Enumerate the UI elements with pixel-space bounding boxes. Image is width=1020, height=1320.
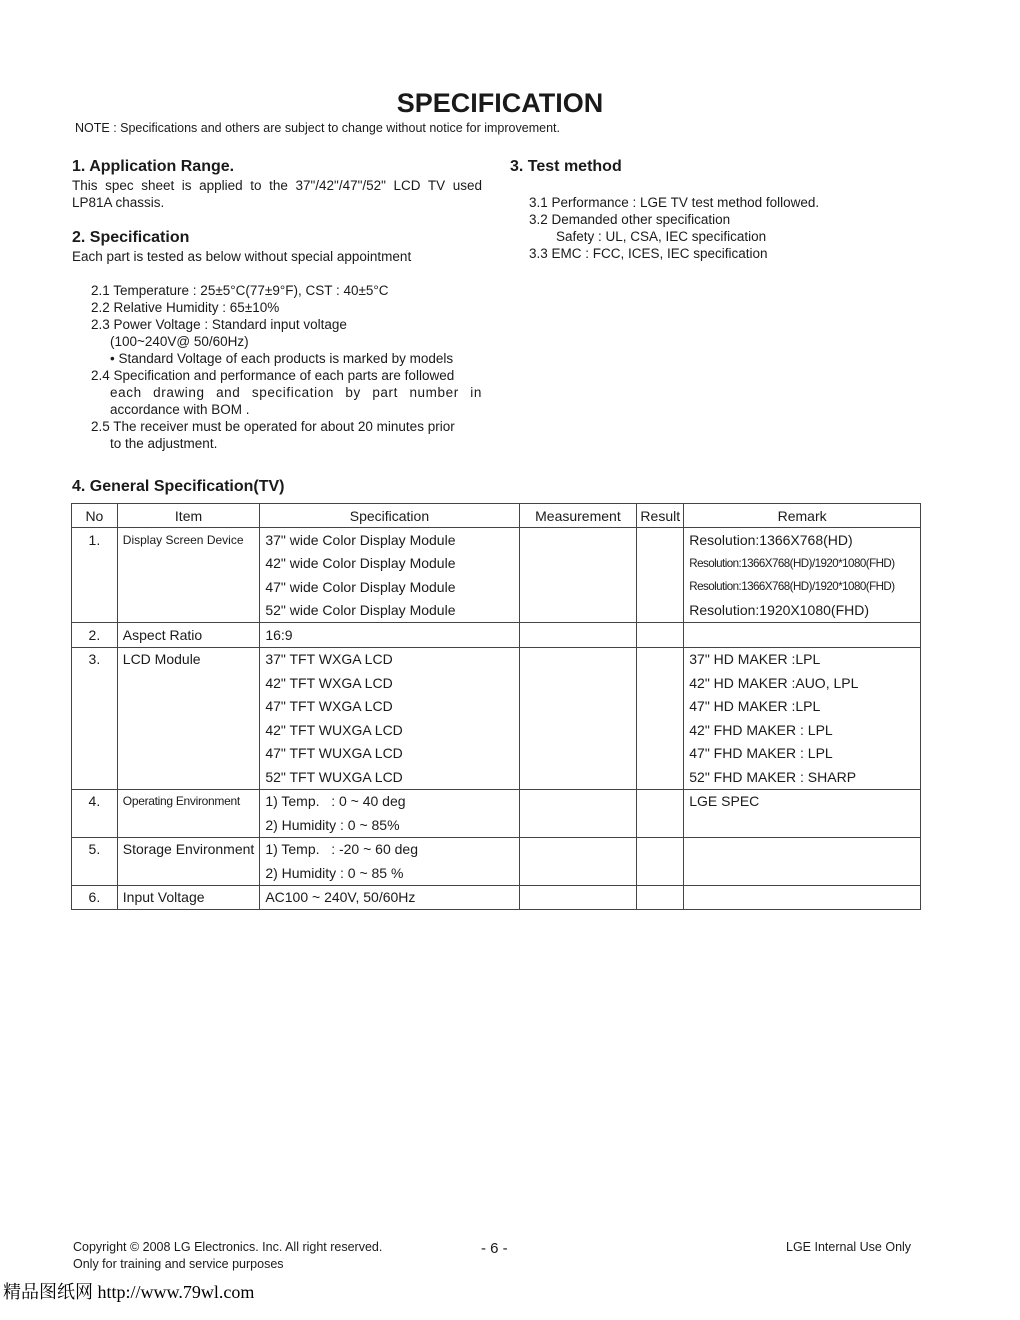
row-result (637, 789, 684, 813)
footer-copyright: Copyright © 2008 LG Electronics. Inc. All right reserved. (73, 1240, 383, 1254)
row-no: 5. (72, 837, 118, 861)
row-item (117, 575, 260, 599)
row-no: 4. (72, 789, 118, 813)
table-row (72, 528, 921, 552)
row-no (72, 695, 118, 719)
table-row (72, 813, 921, 837)
row-measurement (519, 671, 637, 695)
spec-humidity: 2.2 Relative Humidity : 65±10% (91, 300, 280, 315)
spec-temperature: 2.1 Temperature : 25±5°C(77±9°F), CST : 40±5°C (91, 283, 389, 298)
row-remark (684, 623, 921, 648)
row-item (117, 695, 260, 719)
row-spec: 37" wide Color Display Module (260, 528, 519, 552)
specification-intro: Each part is tested as below without special appointment (72, 249, 412, 264)
row-spec: 37" TFT WXGA LCD (260, 647, 519, 671)
row-remark: 37" HD MAKER :LPL (684, 647, 921, 671)
row-remark: Resolution:1920X1080(FHD) (684, 599, 921, 623)
application-range-text-2: LP81A chassis. (72, 195, 165, 210)
row-measurement (519, 623, 637, 648)
row-spec: 2) Humidity : 0 ~ 85% (260, 813, 519, 837)
row-spec: 42" wide Color Display Module (260, 552, 519, 576)
page-title: SPECIFICATION (396, 88, 604, 118)
row-no (72, 718, 118, 742)
row-no (72, 765, 118, 789)
row-measurement (519, 528, 637, 552)
row-measurement (519, 813, 637, 837)
row-item: Aspect Ratio (117, 623, 260, 648)
spec-warmup-1: 2.5 The receiver must be operated for about 20 minutes prior (91, 419, 455, 434)
row-remark: 52" FHD MAKER : SHARP (684, 765, 921, 789)
table-row (72, 671, 921, 695)
row-no (72, 861, 118, 885)
header-result: Result (637, 504, 684, 528)
row-remark: 47" FHD MAKER : LPL (684, 742, 921, 766)
row-no (72, 671, 118, 695)
row-no (72, 552, 118, 576)
row-spec: 47" wide Color Display Module (260, 575, 519, 599)
row-item (117, 599, 260, 623)
row-spec: 52" wide Color Display Module (260, 599, 519, 623)
row-measurement (519, 742, 637, 766)
general-spec-heading: 4. General Specification(TV) (72, 478, 285, 495)
row-remark: 47" HD MAKER :LPL (684, 695, 921, 719)
row-item (117, 552, 260, 576)
spec-performance-2: each drawing and specification by part number in (110, 385, 482, 400)
row-remark: Resolution:1366X768(HD) (684, 528, 921, 552)
application-range-heading: 1. Application Range. (72, 158, 235, 175)
row-remark: LGE SPEC (684, 789, 921, 813)
table-row (72, 837, 921, 861)
table-row (72, 599, 921, 623)
row-item (117, 671, 260, 695)
header-specification: Specification (260, 504, 519, 528)
row-item: LCD Module (117, 647, 260, 671)
row-remark: Resolution:1366X768(HD)/1920*1080(FHD) (684, 552, 921, 576)
table-row (72, 623, 921, 648)
row-result (637, 695, 684, 719)
row-result (637, 623, 684, 648)
row-measurement (519, 599, 637, 623)
row-spec: 1) Temp. : -20 ~ 60 deg (260, 837, 519, 861)
header-measurement: Measurement (519, 504, 637, 528)
row-result (637, 742, 684, 766)
row-item (117, 765, 260, 789)
row-remark (684, 813, 921, 837)
row-remark (684, 861, 921, 885)
row-result (637, 552, 684, 576)
spec-performance-1: 2.4 Specification and performance of each parts are followed (91, 368, 455, 383)
table-row (72, 861, 921, 885)
row-measurement (519, 861, 637, 885)
test-method-demanded: 3.2 Demanded other specification (529, 212, 731, 227)
test-method-performance: 3.1 Performance : LGE TV test method followed. (529, 195, 820, 210)
row-spec: 47" TFT WXGA LCD (260, 695, 519, 719)
row-measurement (519, 789, 637, 813)
test-method-heading: 3. Test method (510, 158, 622, 175)
row-remark: 42" FHD MAKER : LPL (684, 718, 921, 742)
test-method-safety: Safety : UL, CSA, IEC specification (556, 229, 767, 244)
row-result (637, 885, 684, 910)
spec-performance-3: accordance with BOM . (110, 402, 250, 417)
table-row (72, 647, 921, 671)
row-no: 3. (72, 647, 118, 671)
row-result (637, 718, 684, 742)
row-remark (684, 837, 921, 861)
row-measurement (519, 837, 637, 861)
row-result (637, 813, 684, 837)
row-no: 6. (72, 885, 118, 910)
row-item (117, 742, 260, 766)
row-no (72, 813, 118, 837)
row-item (117, 813, 260, 837)
row-measurement (519, 718, 637, 742)
row-result (637, 599, 684, 623)
spec-power-voltage-note: • Standard Voltage of each products is marked by models (110, 351, 454, 366)
row-no (72, 599, 118, 623)
test-method-emc: 3.3 EMC : FCC, ICES, IEC specification (529, 246, 768, 261)
row-result (637, 671, 684, 695)
row-item: Input Voltage (117, 885, 260, 910)
watermark-text: 精品图纸网 http://www.79wl.com (3, 1282, 255, 1302)
row-spec: AC100 ~ 240V, 50/60Hz (260, 885, 519, 910)
row-spec: 16:9 (260, 623, 519, 648)
row-measurement (519, 885, 637, 910)
header-remark: Remark (684, 504, 921, 528)
row-item (117, 718, 260, 742)
row-measurement (519, 765, 637, 789)
spec-power-voltage: 2.3 Power Voltage : Standard input voltage (91, 317, 347, 332)
row-item: Operating Environment (117, 789, 260, 813)
table-row (72, 789, 921, 813)
row-result (637, 647, 684, 671)
row-spec: 42" TFT WXGA LCD (260, 671, 519, 695)
header-item: Item (117, 504, 260, 528)
page-number: - 6 - (481, 1240, 508, 1257)
row-remark: 42" HD MAKER :AUO, LPL (684, 671, 921, 695)
header-no: No (72, 504, 118, 528)
row-no: 2. (72, 623, 118, 648)
table-row (72, 765, 921, 789)
row-no: 1. (72, 528, 118, 552)
row-result (637, 575, 684, 599)
table-header-row (72, 504, 921, 528)
row-remark: Resolution:1366X768(HD)/1920*1080(FHD) (684, 575, 921, 599)
row-spec: 47" TFT WUXGA LCD (260, 742, 519, 766)
row-measurement (519, 575, 637, 599)
general-spec-table (71, 503, 921, 910)
row-measurement (519, 695, 637, 719)
row-measurement (519, 552, 637, 576)
row-remark (684, 885, 921, 910)
row-result (637, 528, 684, 552)
note-text: NOTE : Specifications and others are subject to change without notice for improvement. (75, 121, 560, 135)
row-result (637, 861, 684, 885)
row-spec: 2) Humidity : 0 ~ 85 % (260, 861, 519, 885)
table-row (72, 575, 921, 599)
footer-training: Only for training and service purposes (73, 1257, 284, 1271)
row-item (117, 861, 260, 885)
specification-heading: 2. Specification (72, 229, 190, 246)
row-no (72, 742, 118, 766)
table-row (72, 552, 921, 576)
row-result (637, 837, 684, 861)
footer-internal: LGE Internal Use Only (786, 1240, 912, 1254)
row-spec: 42" TFT WUXGA LCD (260, 718, 519, 742)
row-no (72, 575, 118, 599)
row-spec: 1) Temp. : 0 ~ 40 deg (260, 789, 519, 813)
spec-warmup-2: to the adjustment. (110, 436, 218, 451)
row-measurement (519, 647, 637, 671)
table-row (72, 718, 921, 742)
row-item: Display Screen Device (117, 528, 260, 552)
spec-power-voltage-range: (100~240V@ 50/60Hz) (110, 334, 249, 349)
row-item: Storage Environment (117, 837, 260, 861)
table-row (72, 742, 921, 766)
row-result (637, 765, 684, 789)
row-spec: 52" TFT WUXGA LCD (260, 765, 519, 789)
application-range-text-1: This spec sheet is applied to the 37"/42"/47"/52" LCD TV used (72, 178, 482, 193)
table-row (72, 885, 921, 910)
table-row (72, 695, 921, 719)
